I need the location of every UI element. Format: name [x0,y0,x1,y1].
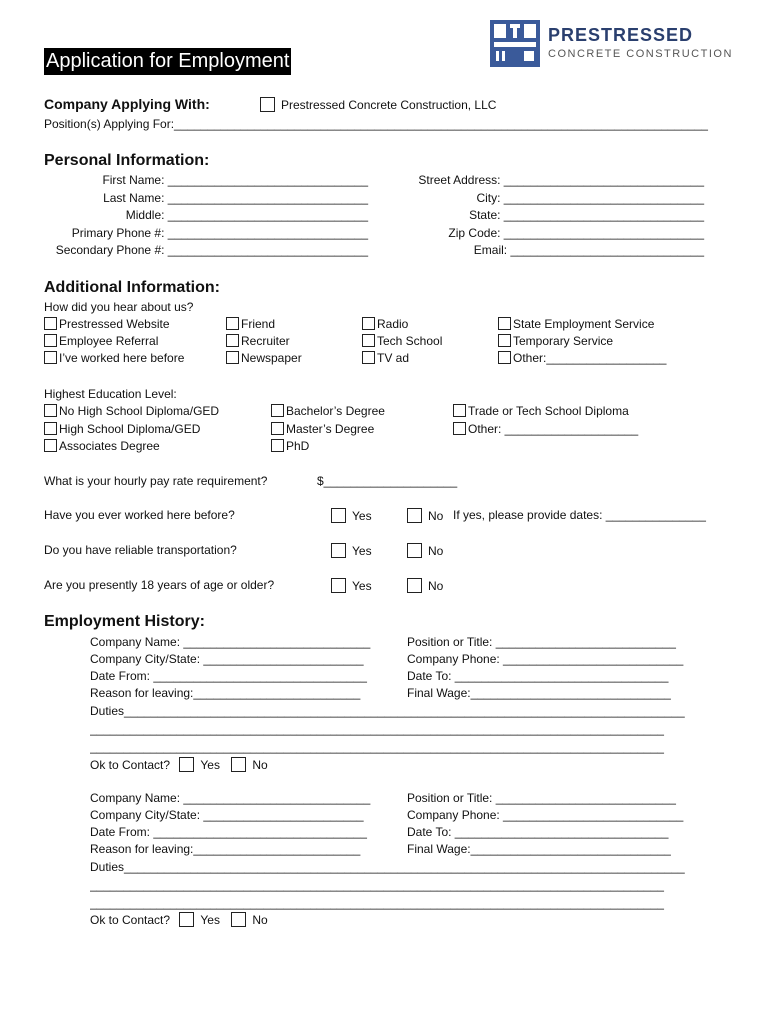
company-city-state-field[interactable]: Company City/State: ________________________ [90,652,364,666]
hear-option[interactable]: Newspaper [226,351,302,368]
personal-right-fields [380,173,704,261]
company-phone-field[interactable]: Company Phone: ___________________________ [407,808,684,822]
date-from-field[interactable]: Date From: ________________________________ [90,669,367,683]
duties-block-2 [90,860,700,914]
worked-no[interactable]: No [407,508,443,523]
first-name-field[interactable]: First Name: ______________________________ [102,173,368,187]
final-wage-field[interactable]: Final Wage:______________________________ [407,842,671,856]
checkbox[interactable] [44,422,57,435]
checkbox[interactable] [44,317,57,330]
edu-option[interactable]: Master’s Degree [271,422,385,440]
duties-line[interactable]: ______________________________________________________________________________________ [90,896,664,910]
checkbox[interactable] [226,351,239,364]
edu-option[interactable]: No High School Diploma/GED [44,404,219,422]
age-yes[interactable]: Yes [331,578,372,593]
edu-col-1 [44,404,219,457]
ok-contact-1: Ok to Contact? Yes No [90,758,268,772]
reason-leaving-field[interactable]: Reason for leaving:_________________________ [90,686,361,700]
checkbox[interactable] [179,912,194,927]
hear-option[interactable]: Friend [226,317,302,334]
edu-col-3 [453,404,638,439]
hear-option[interactable]: Prestressed Website [44,317,184,334]
duties-field[interactable]: Duties____________________________________________________________________________________ [90,704,685,718]
checkbox[interactable] [271,404,284,417]
personal-left-fields [44,173,368,261]
ok-contact-2: Ok to Contact? Yes No [90,913,268,927]
hear-col-2 [226,317,302,368]
company-checkbox[interactable] [260,97,275,112]
checkbox[interactable] [407,578,422,593]
history-block-1-left [90,635,370,703]
middle-field[interactable]: Middle: ______________________________ [125,208,368,222]
checkbox[interactable] [453,404,466,417]
duties-line[interactable]: ______________________________________________________________________________________ [90,740,664,754]
pay-field[interactable]: $____________________ [317,474,458,488]
duties-line[interactable]: ______________________________________________________________________________________ [90,722,664,736]
checkbox[interactable] [362,317,375,330]
checkbox[interactable] [226,317,239,330]
checkbox[interactable] [331,578,346,593]
reason-leaving-field[interactable]: Reason for leaving:_________________________ [90,842,361,856]
duties-block-1 [90,704,700,758]
transport-no[interactable]: No [407,543,443,558]
checkbox[interactable] [231,757,246,772]
worked-question: Have you ever worked here before? [44,508,235,522]
checkbox[interactable] [407,508,422,523]
checkbox[interactable] [498,317,511,330]
street-address-field[interactable]: Street Address: ______________________________ [418,173,704,187]
checkbox[interactable] [331,543,346,558]
transport-question: Do you have reliable transportation? [44,543,237,557]
email-field[interactable]: Email: _____________________________ [473,243,704,257]
pay-question: What is your hourly pay rate requirement? [44,474,268,488]
checkbox[interactable] [44,351,57,364]
company-name-field[interactable]: Company Name: ____________________________ [90,635,371,649]
hear-option[interactable]: Recruiter [226,334,302,351]
page-title: Application for Employment [44,48,291,75]
hear-col-4 [498,317,666,368]
hear-option[interactable]: Employee Referral [44,334,184,351]
company-option[interactable]: Prestressed Concrete Construction, LLC [260,97,496,112]
hear-option[interactable]: I’ve worked here before [44,351,184,368]
additional-heading: Additional Information: [44,279,220,296]
company-city-state-field[interactable]: Company City/State: ________________________ [90,808,364,822]
history-block-2-left [90,791,370,859]
edu-option[interactable]: Trade or Tech School Diploma [453,404,638,422]
company-phone-field[interactable]: Company Phone: ___________________________ [407,652,684,666]
state-field[interactable]: State: ______________________________ [469,208,704,222]
history-block-2-right [407,791,683,859]
age-no[interactable]: No [407,578,443,593]
checkbox[interactable] [179,757,194,772]
edu-option[interactable]: Bachelor’s Degree [271,404,385,422]
company-logo-icon [490,20,540,67]
hear-col-3 [362,317,442,368]
date-to-field[interactable]: Date To: ________________________________ [407,669,669,683]
age-question: Are you presently 18 years of age or older? [44,578,275,592]
hear-option[interactable]: Tech School [362,334,442,351]
positions-field[interactable]: Position(s) Applying For:________________________________________________________________________________ [44,117,708,131]
hear-option[interactable]: Other:__________________ [498,351,666,368]
city-field[interactable]: City: ______________________________ [476,190,704,205]
checkbox[interactable] [498,351,511,364]
checkbox[interactable] [271,422,284,435]
hear-option[interactable]: Temporary Service [498,334,666,351]
checkbox[interactable] [231,912,246,927]
company-label: Company Applying With: [44,96,210,112]
transport-yes[interactable]: Yes [331,543,372,558]
checkbox[interactable] [362,334,375,347]
duties-line[interactable]: ______________________________________________________________________________________ [90,878,664,892]
hear-option[interactable]: State Employment Service [498,317,666,334]
checkbox[interactable] [226,334,239,347]
edu-option[interactable]: PhD [271,439,385,457]
hear-question: How did you hear about us? [44,300,194,314]
education-question: Highest Education Level: [44,387,177,401]
logo-subtitle: CONCRETE CONSTRUCTION [548,48,733,60]
checkbox[interactable] [44,334,57,347]
hear-col-1 [44,317,184,368]
date-to-field[interactable]: Date To: ________________________________ [407,825,669,839]
checkbox[interactable] [362,351,375,364]
date-from-field[interactable]: Date From: ________________________________ [90,825,367,839]
worked-dates-field[interactable]: If yes, please provide dates: _______________ [453,508,706,522]
history-block-1-right [407,635,683,703]
worked-yes[interactable]: Yes [331,508,372,523]
personal-heading: Personal Information: [44,152,210,169]
edu-col-2 [271,404,385,457]
position-title-field[interactable]: Position or Title: ___________________________ [407,635,676,649]
checkbox[interactable] [331,508,346,523]
checkbox[interactable] [44,404,57,417]
primary-phone-field[interactable]: Primary Phone #: ______________________________ [71,225,368,240]
duties-field[interactable]: Duties____________________________________________________________________________________ [90,860,685,874]
final-wage-field[interactable]: Final Wage:______________________________ [407,686,671,700]
checkbox[interactable] [498,334,511,347]
company-name-field[interactable]: Company Name: ____________________________ [90,791,371,805]
checkbox[interactable] [44,439,57,452]
logo-wordmark: PRESTRESSED [548,25,694,45]
history-heading: Employment History: [44,613,205,630]
last-name-field[interactable]: Last Name: ______________________________ [103,190,368,205]
checkbox[interactable] [453,422,466,435]
checkbox[interactable] [407,543,422,558]
edu-option[interactable]: Other: ____________________ [453,422,638,440]
edu-option[interactable]: Associates Degree [44,439,219,457]
checkbox[interactable] [271,439,284,452]
edu-option[interactable]: High School Diploma/GED [44,422,219,440]
hear-option[interactable]: Radio [362,317,442,334]
hear-option[interactable]: TV ad [362,351,442,368]
secondary-phone-field[interactable]: Secondary Phone #: ______________________________ [55,243,368,257]
zip-code-field[interactable]: Zip Code: ______________________________ [448,225,704,240]
position-title-field[interactable]: Position or Title: ___________________________ [407,791,676,805]
